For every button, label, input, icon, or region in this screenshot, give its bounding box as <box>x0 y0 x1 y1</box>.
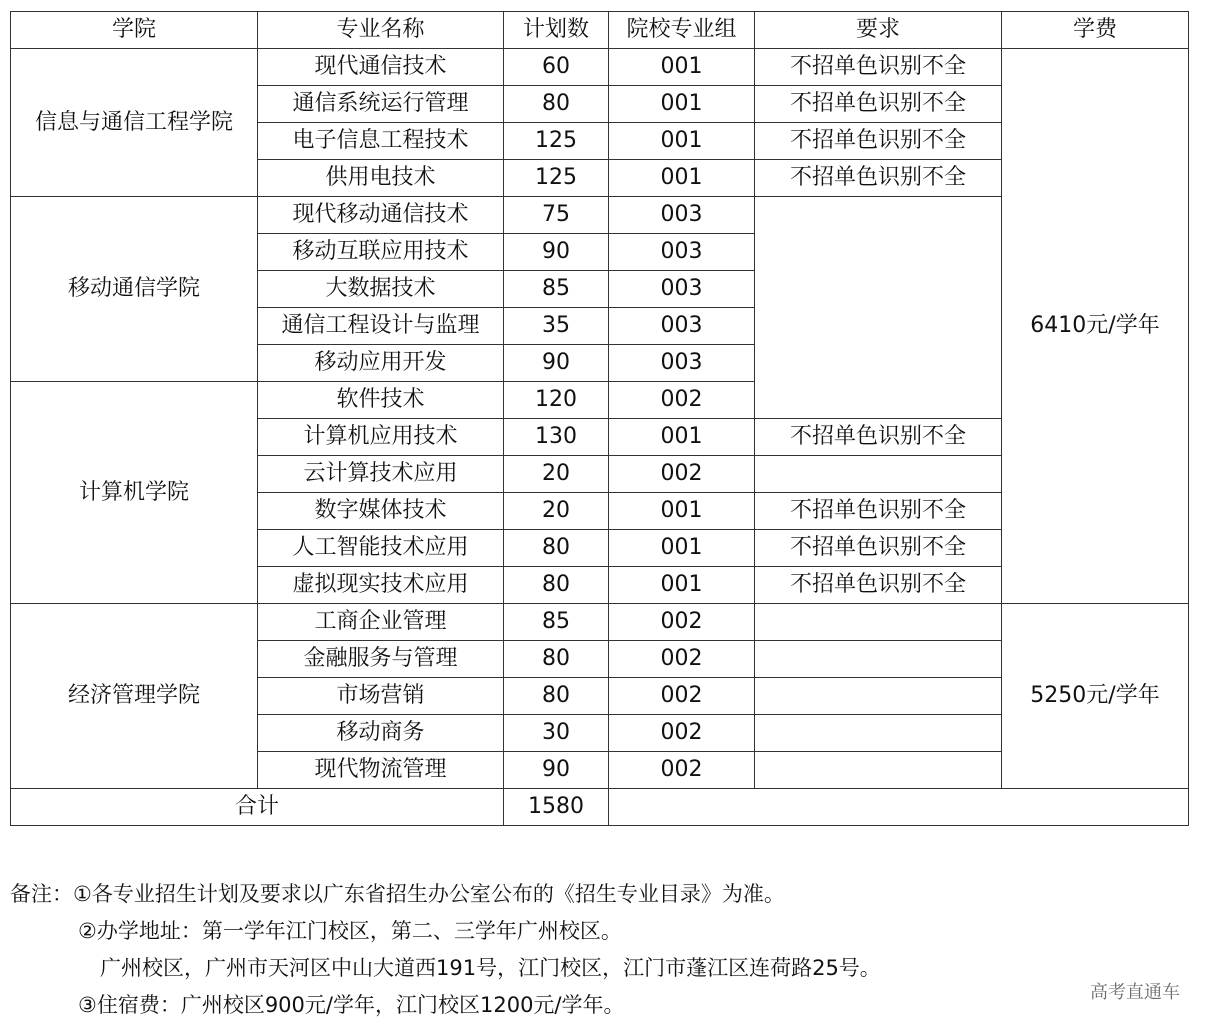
group-cell: 003 <box>609 271 755 308</box>
table-row <box>11 49 1189 86</box>
major-cell: 现代通信技术 <box>258 49 504 86</box>
requirement-cell: 不招单色识别不全 <box>755 160 1002 197</box>
count-cell: 20 <box>504 456 609 493</box>
major-cell: 通信系统运行管理 <box>258 86 504 123</box>
count-cell: 20 <box>504 493 609 530</box>
college-cell: 经济管理学院 <box>11 604 258 789</box>
major-cell: 软件技术 <box>258 382 504 419</box>
count-cell: 80 <box>504 641 609 678</box>
count-cell: 130 <box>504 419 609 456</box>
major-cell: 数字媒体技术 <box>258 493 504 530</box>
fee-cell: 6410元/学年 <box>1002 49 1189 604</box>
major-cell: 移动互联应用技术 <box>258 234 504 271</box>
requirement-cell: 不招单色识别不全 <box>755 86 1002 123</box>
group-cell: 002 <box>609 752 755 789</box>
group-cell: 001 <box>609 160 755 197</box>
requirement-cell: 不招单色识别不全 <box>755 567 1002 604</box>
watermark: 高考直通车 <box>1090 982 1180 1003</box>
header-major: 专业名称 <box>258 12 504 49</box>
major-cell: 市场营销 <box>258 678 504 715</box>
total-row <box>11 789 1189 826</box>
major-cell: 供用电技术 <box>258 160 504 197</box>
header-requirement: 要求 <box>755 12 1002 49</box>
requirement-cell: 不招单色识别不全 <box>755 419 1002 456</box>
major-cell: 工商企业管理 <box>258 604 504 641</box>
count-cell: 80 <box>504 86 609 123</box>
college-cell: 计算机学院 <box>11 382 258 604</box>
total-empty-cell <box>609 789 1189 826</box>
count-cell: 60 <box>504 49 609 86</box>
group-cell: 001 <box>609 86 755 123</box>
count-cell: 125 <box>504 123 609 160</box>
count-cell: 90 <box>504 234 609 271</box>
count-cell: 75 <box>504 197 609 234</box>
header-count: 计划数 <box>504 12 609 49</box>
college-cell: 移动通信学院 <box>11 197 258 382</box>
count-cell: 30 <box>504 715 609 752</box>
requirement-cell: 不招单色识别不全 <box>755 49 1002 86</box>
major-cell: 现代移动通信技术 <box>258 197 504 234</box>
requirement-cell <box>755 752 1002 789</box>
count-cell: 80 <box>504 530 609 567</box>
count-cell: 125 <box>504 160 609 197</box>
notes <box>10 876 881 1024</box>
requirement-cell <box>755 456 1002 493</box>
major-cell: 现代物流管理 <box>258 752 504 789</box>
note-line-2: ②办学地址：第一学年江门校区，第二、三学年广州校区。 <box>78 919 622 943</box>
table-row <box>11 604 1189 641</box>
group-cell: 003 <box>609 234 755 271</box>
group-cell: 002 <box>609 678 755 715</box>
group-cell: 001 <box>609 567 755 604</box>
major-cell: 电子信息工程技术 <box>258 123 504 160</box>
total-label: 合计 <box>11 789 504 826</box>
requirement-cell <box>755 678 1002 715</box>
major-cell: 人工智能技术应用 <box>258 530 504 567</box>
total-value: 1580 <box>504 789 609 826</box>
header-college: 学院 <box>11 12 258 49</box>
group-cell: 001 <box>609 493 755 530</box>
group-cell: 002 <box>609 604 755 641</box>
header-group: 院校专业组 <box>609 12 755 49</box>
note-line-1: 备注：①各专业招生计划及要求以广东省招生办公室公布的《招生专业目录》为准。 <box>10 882 785 906</box>
requirement-cell <box>755 604 1002 641</box>
count-cell: 90 <box>504 752 609 789</box>
header-row <box>11 12 1189 49</box>
group-cell: 003 <box>609 345 755 382</box>
count-cell: 80 <box>504 567 609 604</box>
group-cell: 001 <box>609 530 755 567</box>
group-cell: 002 <box>609 382 755 419</box>
requirement-cell: 不招单色识别不全 <box>755 530 1002 567</box>
note-line-3: 广州校区，广州市天河区中山大道西191号，江门校区，江门市蓬江区连荷路25号。 <box>100 956 881 980</box>
requirement-cell <box>755 197 1002 419</box>
requirement-cell <box>755 641 1002 678</box>
requirement-cell: 不招单色识别不全 <box>755 493 1002 530</box>
major-cell: 移动应用开发 <box>258 345 504 382</box>
major-cell: 大数据技术 <box>258 271 504 308</box>
admissions-table <box>10 11 1189 826</box>
fee-cell: 5250元/学年 <box>1002 604 1189 789</box>
group-cell: 002 <box>609 456 755 493</box>
college-cell: 信息与通信工程学院 <box>11 49 258 197</box>
major-cell: 通信工程设计与监理 <box>258 308 504 345</box>
header-fee: 学费 <box>1002 12 1189 49</box>
requirement-cell <box>755 715 1002 752</box>
group-cell: 003 <box>609 308 755 345</box>
major-cell: 金融服务与管理 <box>258 641 504 678</box>
major-cell: 计算机应用技术 <box>258 419 504 456</box>
count-cell: 35 <box>504 308 609 345</box>
group-cell: 002 <box>609 715 755 752</box>
major-cell: 移动商务 <box>258 715 504 752</box>
count-cell: 85 <box>504 604 609 641</box>
count-cell: 85 <box>504 271 609 308</box>
group-cell: 002 <box>609 641 755 678</box>
count-cell: 80 <box>504 678 609 715</box>
group-cell: 001 <box>609 49 755 86</box>
count-cell: 120 <box>504 382 609 419</box>
major-cell: 云计算技术应用 <box>258 456 504 493</box>
group-cell: 003 <box>609 197 755 234</box>
count-cell: 90 <box>504 345 609 382</box>
group-cell: 001 <box>609 123 755 160</box>
requirement-cell: 不招单色识别不全 <box>755 123 1002 160</box>
major-cell: 虚拟现实技术应用 <box>258 567 504 604</box>
note-line-4: ③住宿费：广州校区900元/学年，江门校区1200元/学年。 <box>78 993 625 1017</box>
group-cell: 001 <box>609 419 755 456</box>
